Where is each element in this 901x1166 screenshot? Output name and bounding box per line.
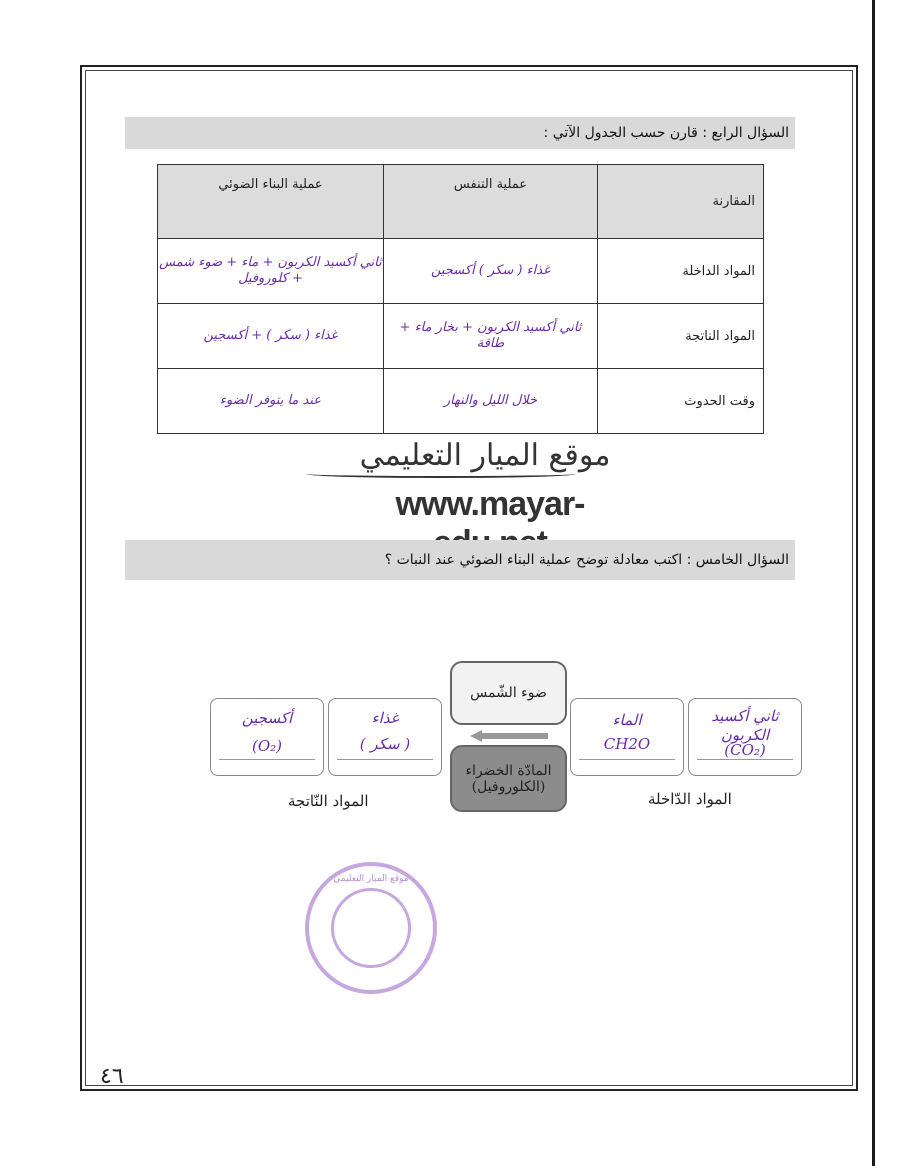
- sunlight-label: ضوء الشّمس: [470, 685, 547, 701]
- answer-photosynthesis-time: عند ما يتوفر الضوء: [158, 369, 384, 434]
- watermark-arabic: موقع الميار التعليمي: [359, 438, 611, 473]
- table-row: [158, 304, 764, 369]
- stamp-globe-icon: [331, 888, 411, 968]
- outputs-group-label: المواد النّاتجة: [288, 792, 369, 810]
- header-comparison: المقارنة: [598, 165, 764, 239]
- answer-photosynthesis-outputs: غذاء ( سكر ) + أكسجين: [158, 304, 384, 369]
- page-number: ٤٦: [100, 1064, 124, 1089]
- answer-line: [697, 759, 793, 760]
- answer-line: [337, 759, 433, 760]
- output-oxygen-text: أكسجين: [241, 709, 293, 727]
- page-edge: [872, 0, 875, 1166]
- output-sugar-text: غذاء: [371, 709, 399, 727]
- output-sugar-formula: ( سكر ): [359, 735, 411, 753]
- header-respiration: عملية التنفس: [383, 165, 597, 239]
- table-header-row: [158, 165, 764, 239]
- input-box-co2: [688, 698, 802, 776]
- school-stamp: [305, 862, 437, 994]
- question4-title-bar: [125, 117, 795, 149]
- answer-respiration-inputs: غذاء ( سكر ) أكسجين: [383, 239, 597, 304]
- stamp-text: موقع الميار التعليمي: [333, 874, 409, 884]
- answer-respiration-outputs: ثاني أكسيد الكربون + بخار ماء + طاقة: [383, 304, 597, 369]
- output-box-oxygen: [210, 698, 324, 776]
- input-co2-text: ثاني أكسيد الكربون: [711, 707, 779, 744]
- answer-line: [219, 759, 315, 760]
- question4-title: السؤال الرابع : قارن حسب الجدول الآتي :: [543, 125, 789, 141]
- inputs-group-label: المواد الدّاخلة: [648, 790, 732, 808]
- question5-title: السؤال الخامس : اكتب معادلة توضح عملية البناء الضوئي عند النبات ؟: [384, 552, 789, 568]
- chlorophyll-label-1: المادّة الخضراء: [465, 762, 552, 779]
- row-label-outputs: المواد الناتجة: [598, 304, 764, 369]
- chlorophyll-box: [450, 745, 567, 812]
- row-label-inputs: المواد الداخلة: [598, 239, 764, 304]
- sunlight-box: [450, 661, 567, 725]
- watermark-swash: [306, 470, 576, 478]
- answer-respiration-time: خلال الليل والنهار: [383, 369, 597, 434]
- input-co2-formula: (CO₂): [724, 741, 766, 759]
- answer-line: [579, 759, 675, 760]
- header-photosynthesis: عملية البناء الضوئي: [158, 165, 384, 239]
- output-box-sugar: [328, 698, 442, 776]
- table-row: [158, 239, 764, 304]
- question5-title-bar: [125, 540, 795, 580]
- input-water-formula: CH2O: [603, 735, 651, 753]
- watermark-url: www.mayar-: [395, 485, 585, 523]
- arrow-left-icon: [470, 729, 550, 743]
- input-water-text: الماء: [612, 711, 642, 729]
- table-row: [158, 369, 764, 434]
- row-label-time: وقت الحدوث: [598, 369, 764, 434]
- input-box-water: [570, 698, 684, 776]
- comparison-table: [157, 164, 764, 434]
- chlorophyll-label-2: (الكلوروفيل): [471, 778, 546, 795]
- answer-photosynthesis-inputs: ثاني أكسيد الكربون + ماء + ضوء شمس + كلوروفيل: [158, 239, 384, 304]
- output-oxygen-formula: (O₂): [251, 737, 282, 755]
